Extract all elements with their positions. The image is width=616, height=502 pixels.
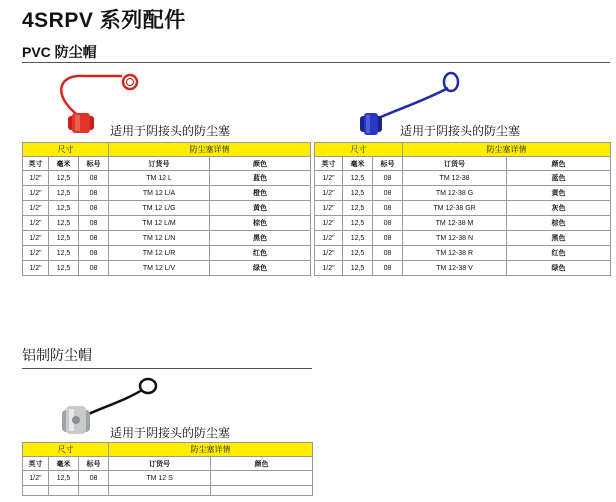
- cell-inch: 1/2": [23, 231, 49, 246]
- table-row: [23, 216, 311, 231]
- alu-section-heading: 铝制防尘帽: [22, 347, 92, 363]
- cell-mm: 12,5: [343, 171, 373, 186]
- cell-order-no: TM 12 L/G: [109, 201, 210, 216]
- cell-mark: 08: [373, 216, 403, 231]
- cell-mark: 08: [79, 246, 109, 261]
- cell-mark: 08: [79, 171, 109, 186]
- cell-order-no: TM 12 S: [109, 471, 211, 486]
- cell-blank: [211, 486, 313, 496]
- cell-mark: 08: [79, 231, 109, 246]
- cell-mm: 12,5: [49, 231, 79, 246]
- cell-order-no: TM 12 L/M: [109, 216, 210, 231]
- cell-order-no: TM 12 L/R: [109, 246, 210, 261]
- col-color: 颜色: [507, 157, 611, 171]
- cell-inch: 1/2": [315, 261, 343, 276]
- cell-mark: 08: [373, 231, 403, 246]
- cell-mm: 12,5: [49, 471, 79, 486]
- cell-inch: 1/2": [23, 216, 49, 231]
- col-mark: 标号: [79, 457, 109, 471]
- cell-order-no: TM 12 L/V: [109, 261, 210, 276]
- cell-order-no: TM 12-38 N: [403, 231, 507, 246]
- table-row: [315, 231, 611, 246]
- cell-inch: 1/2": [315, 231, 343, 246]
- cell-color: 黄色: [210, 201, 311, 216]
- red-cap-caption: 适用于阴接头的防尘塞: [110, 124, 231, 138]
- cell-inch: 1/2": [315, 186, 343, 201]
- cell-mark: 08: [79, 186, 109, 201]
- cell-order-no: TM 12 L: [109, 171, 210, 186]
- cell-color: 绿色: [507, 261, 611, 276]
- cell-mm: 12,5: [343, 246, 373, 261]
- alu-table: [22, 442, 313, 496]
- cell-mark: 08: [79, 201, 109, 216]
- col-inch: 英寸: [315, 157, 343, 171]
- cell-color: 绿色: [210, 261, 311, 276]
- cell-mm: 12,5: [49, 261, 79, 276]
- pvc-section-heading: PVC 防尘帽: [22, 44, 97, 60]
- cell-mm: 12,5: [343, 186, 373, 201]
- blue-cap-caption: 适用于阴接头的防尘塞: [400, 124, 521, 138]
- cell-inch: 1/2": [23, 171, 49, 186]
- cell-mm: 12,5: [49, 171, 79, 186]
- cell-mm: 12,5: [49, 201, 79, 216]
- cell-color: 橙色: [210, 186, 311, 201]
- cell-blank: [109, 486, 211, 496]
- cell-inch: 1/2": [23, 201, 49, 216]
- table-row: [315, 201, 611, 216]
- col-inch: 英寸: [23, 457, 49, 471]
- cell-blank: [79, 486, 109, 496]
- cell-mm: 12,5: [49, 216, 79, 231]
- cell-inch: 1/2": [315, 201, 343, 216]
- cell-mark: 08: [373, 201, 403, 216]
- cell-mm: 12,5: [49, 246, 79, 261]
- table-row: [315, 246, 611, 261]
- cell-color: [211, 471, 313, 486]
- table-row: [23, 471, 313, 486]
- col-mm: 毫米: [343, 157, 373, 171]
- cell-order-no: TM 12-38 V: [403, 261, 507, 276]
- cell-color: 灰色: [507, 201, 611, 216]
- cell-mark: 08: [79, 261, 109, 276]
- cell-inch: 1/2": [315, 216, 343, 231]
- cell-color: 蓝色: [507, 171, 611, 186]
- table-row: [23, 186, 311, 201]
- cell-order-no: TM 12-38 G: [403, 186, 507, 201]
- cell-mark: 08: [373, 261, 403, 276]
- cell-inch: 1/2": [315, 246, 343, 261]
- col-order-no: 订货号: [403, 157, 507, 171]
- cell-mm: 12,5: [343, 216, 373, 231]
- cell-order-no: TM 12 L/A: [109, 186, 210, 201]
- cell-order-no: TM 12-38 R: [403, 246, 507, 261]
- cell-inch: 1/2": [315, 171, 343, 186]
- pvc-right-table: [314, 142, 611, 276]
- cell-color: 黑色: [210, 231, 311, 246]
- table-row: [315, 216, 611, 231]
- cell-color: 黄色: [507, 186, 611, 201]
- pvc-left-table: [22, 142, 311, 276]
- cell-inch: 1/2": [23, 471, 49, 486]
- col-inch: 英寸: [23, 157, 49, 171]
- col-mark: 标号: [373, 157, 403, 171]
- cell-order-no: TM 12 L/N: [109, 231, 210, 246]
- group-detail-header: 防尘塞详情: [403, 143, 611, 157]
- cell-mark: 08: [373, 246, 403, 261]
- col-mm: 毫米: [49, 157, 79, 171]
- cell-mark: 08: [373, 186, 403, 201]
- col-color: 颜色: [211, 457, 313, 471]
- col-order-no: 订货号: [109, 157, 210, 171]
- cell-mm: 12,5: [343, 201, 373, 216]
- group-size-header: 尺寸: [315, 143, 403, 157]
- group-size-header: 尺寸: [23, 143, 109, 157]
- pvc-section-rule: [22, 62, 610, 63]
- table-row: [23, 201, 311, 216]
- cell-color: 棕色: [507, 216, 611, 231]
- table-row: [315, 261, 611, 276]
- cell-color: 黑色: [507, 231, 611, 246]
- cell-color: 红色: [210, 246, 311, 261]
- group-detail-header: 防尘塞详情: [109, 443, 313, 457]
- table-row: [23, 261, 311, 276]
- table-row: [23, 171, 311, 186]
- cell-blank: [49, 486, 79, 496]
- cell-order-no: TM 12-38: [403, 171, 507, 186]
- table-row: [23, 231, 311, 246]
- cell-inch: 1/2": [23, 261, 49, 276]
- col-color: 颜色: [210, 157, 311, 171]
- col-mark: 标号: [79, 157, 109, 171]
- cell-color: 蓝色: [210, 171, 311, 186]
- alu-cap-caption: 适用于阴接头的防尘塞: [110, 426, 231, 440]
- group-size-header: 尺寸: [23, 443, 109, 457]
- cell-inch: 1/2": [23, 186, 49, 201]
- cell-order-no: TM 12-38 M: [403, 216, 507, 231]
- cell-inch: 1/2": [23, 246, 49, 261]
- cell-color: 棕色: [210, 216, 311, 231]
- cell-mark: 08: [79, 216, 109, 231]
- table-row: [23, 246, 311, 261]
- cell-mm: 12,5: [49, 186, 79, 201]
- cell-color: 红色: [507, 246, 611, 261]
- table-row: [315, 186, 611, 201]
- cell-mark: 08: [79, 471, 109, 486]
- cell-mm: 12,5: [343, 231, 373, 246]
- table-row: [23, 486, 313, 496]
- group-detail-header: 防尘塞详情: [109, 143, 311, 157]
- cell-mm: 12,5: [343, 261, 373, 276]
- cell-order-no: TM 12-38 GR: [403, 201, 507, 216]
- page-title: 4SRPV 系列配件: [22, 9, 186, 32]
- col-mm: 毫米: [49, 457, 79, 471]
- alu-section-rule: [22, 368, 312, 369]
- cell-mark: 08: [373, 171, 403, 186]
- cell-blank: [23, 486, 49, 496]
- col-order-no: 订货号: [109, 457, 211, 471]
- table-row: [315, 171, 611, 186]
